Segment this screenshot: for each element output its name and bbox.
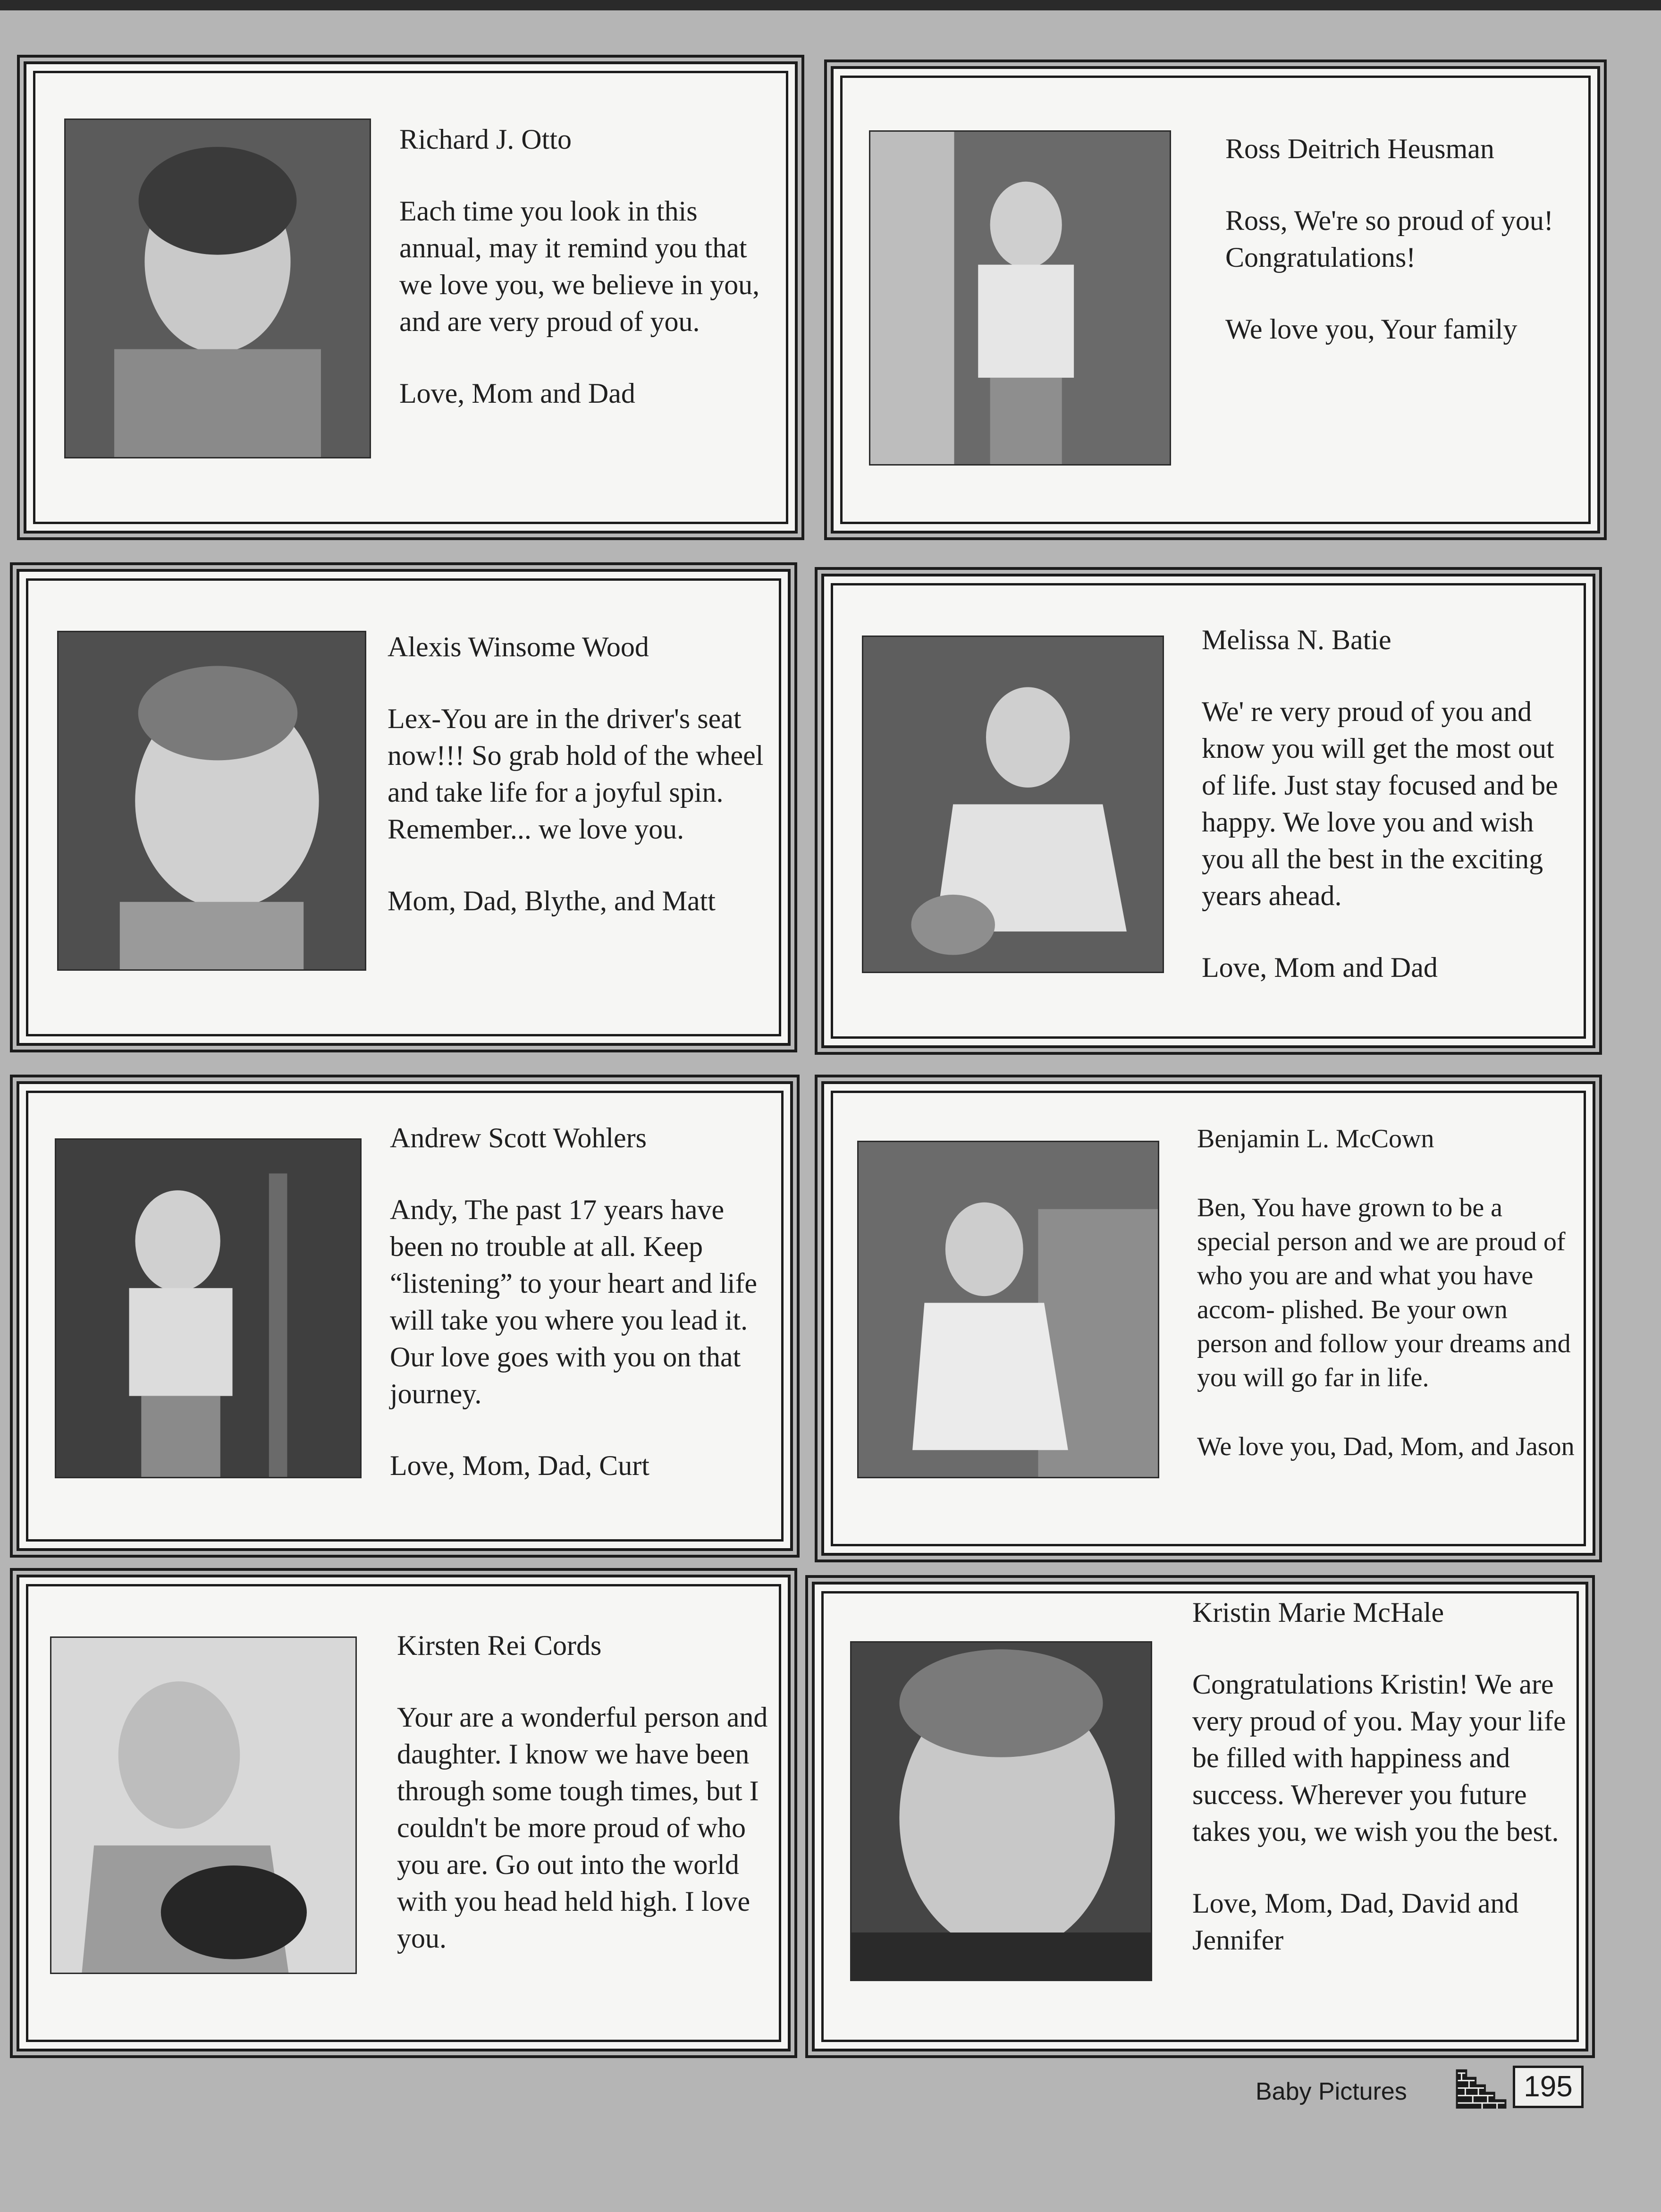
child-name: Kristin Marie McHale: [1192, 1597, 1444, 1628]
child-photo: [857, 1141, 1159, 1478]
signature: Mom, Dad, Blythe, and Matt: [388, 885, 716, 916]
child-name: Richard J. Otto: [399, 124, 572, 155]
signature: Love, Mom and Dad: [1202, 952, 1438, 983]
ad-card-melissa-batie: [821, 574, 1595, 1048]
message: We' re very proud of you and know you will get the most out of life. Just stay focused and be happy. We love you and wish you all the best in the exciting years ahead.: [1202, 696, 1558, 911]
section-title: Baby Pictures: [1256, 2078, 1407, 2105]
ad-card-benjamin-mccown: [821, 1081, 1595, 1556]
child-name: Benjamin L. McCown: [1197, 1124, 1434, 1153]
ad-card-andrew-wohlers: [17, 1081, 793, 1551]
child-name: Melissa N. Batie: [1202, 624, 1391, 655]
brick-wall-icon: [1454, 2066, 1510, 2110]
child-portrait-photo-icon: [859, 1142, 1158, 1477]
message: Congratulations Kristin! We are very proud of you. May your life be filled with happiness and success. Wherever you future takes you, we wish you the best.: [1192, 1669, 1566, 1847]
signature: Love, Mom, Dad, Curt: [390, 1450, 649, 1481]
page-number: 195: [1513, 2066, 1584, 2108]
child-name: Alexis Winsome Wood: [388, 631, 649, 662]
page-edge-shadow: [0, 0, 1661, 10]
ad-card-alexis-wood: [17, 569, 791, 1046]
ad-card-ross-heusman: [831, 66, 1600, 534]
ad-card-richard-otto: [24, 61, 798, 534]
child-photo: [57, 631, 366, 971]
message: Ross, We're so proud of you! Congratulations!: [1225, 205, 1553, 273]
child-portrait-photo-icon: [66, 120, 370, 457]
child-photo: [50, 1636, 357, 1974]
child-photo: [64, 119, 371, 458]
child-photo: [55, 1138, 362, 1478]
signature: Love, Mom, Dad, David and Jennifer: [1192, 1888, 1519, 1956]
child-photo: [862, 636, 1164, 973]
signature: We love you, Dad, Mom, and Jason: [1197, 1432, 1575, 1461]
child-name: Kirsten Rei Cords: [397, 1630, 602, 1661]
child-name: Andrew Scott Wohlers: [390, 1122, 647, 1153]
child-photo: [850, 1641, 1152, 1981]
ad-card-kristin-mchale: [812, 1582, 1588, 2051]
child-portrait-photo-icon: [56, 1140, 360, 1477]
message: Lex-You are in the driver's seat now!!! So grab hold of the wheel and take life for a joyful spin. Remember... we love you.: [388, 703, 764, 845]
child-portrait-photo-icon: [852, 1643, 1151, 1980]
message: Andy, The past 17 years have been no trouble at all. Keep “listening” to your heart and life will take you where you lead it. Our love goes with you on that journey.: [390, 1194, 758, 1409]
child-name: Ross Deitrich Heusman: [1225, 133, 1494, 164]
message: Your are a wonderful person and daughter. I know we have been through some tough times, but I couldn't be more proud of who you are. Go out into the world with you head held high. I love you.: [397, 1702, 768, 1954]
child-photo: [869, 130, 1171, 466]
child-portrait-photo-icon: [51, 1638, 355, 1973]
child-portrait-photo-icon: [863, 637, 1163, 972]
child-portrait-photo-icon: [870, 132, 1170, 464]
message: Ben, You have grown to be a special person and we are proud of who you are and what you have accom- plished. Be your own person and follow your dreams and you will go far in life.: [1197, 1193, 1571, 1392]
message: Each time you look in this annual, may it remind you that we love you, we believe in you, and are very proud of you.: [399, 195, 760, 337]
ad-card-kirsten-cords: [17, 1575, 791, 2051]
signature: We love you, Your family: [1225, 314, 1518, 345]
child-portrait-photo-icon: [59, 632, 365, 969]
signature: Love, Mom and Dad: [399, 378, 635, 409]
